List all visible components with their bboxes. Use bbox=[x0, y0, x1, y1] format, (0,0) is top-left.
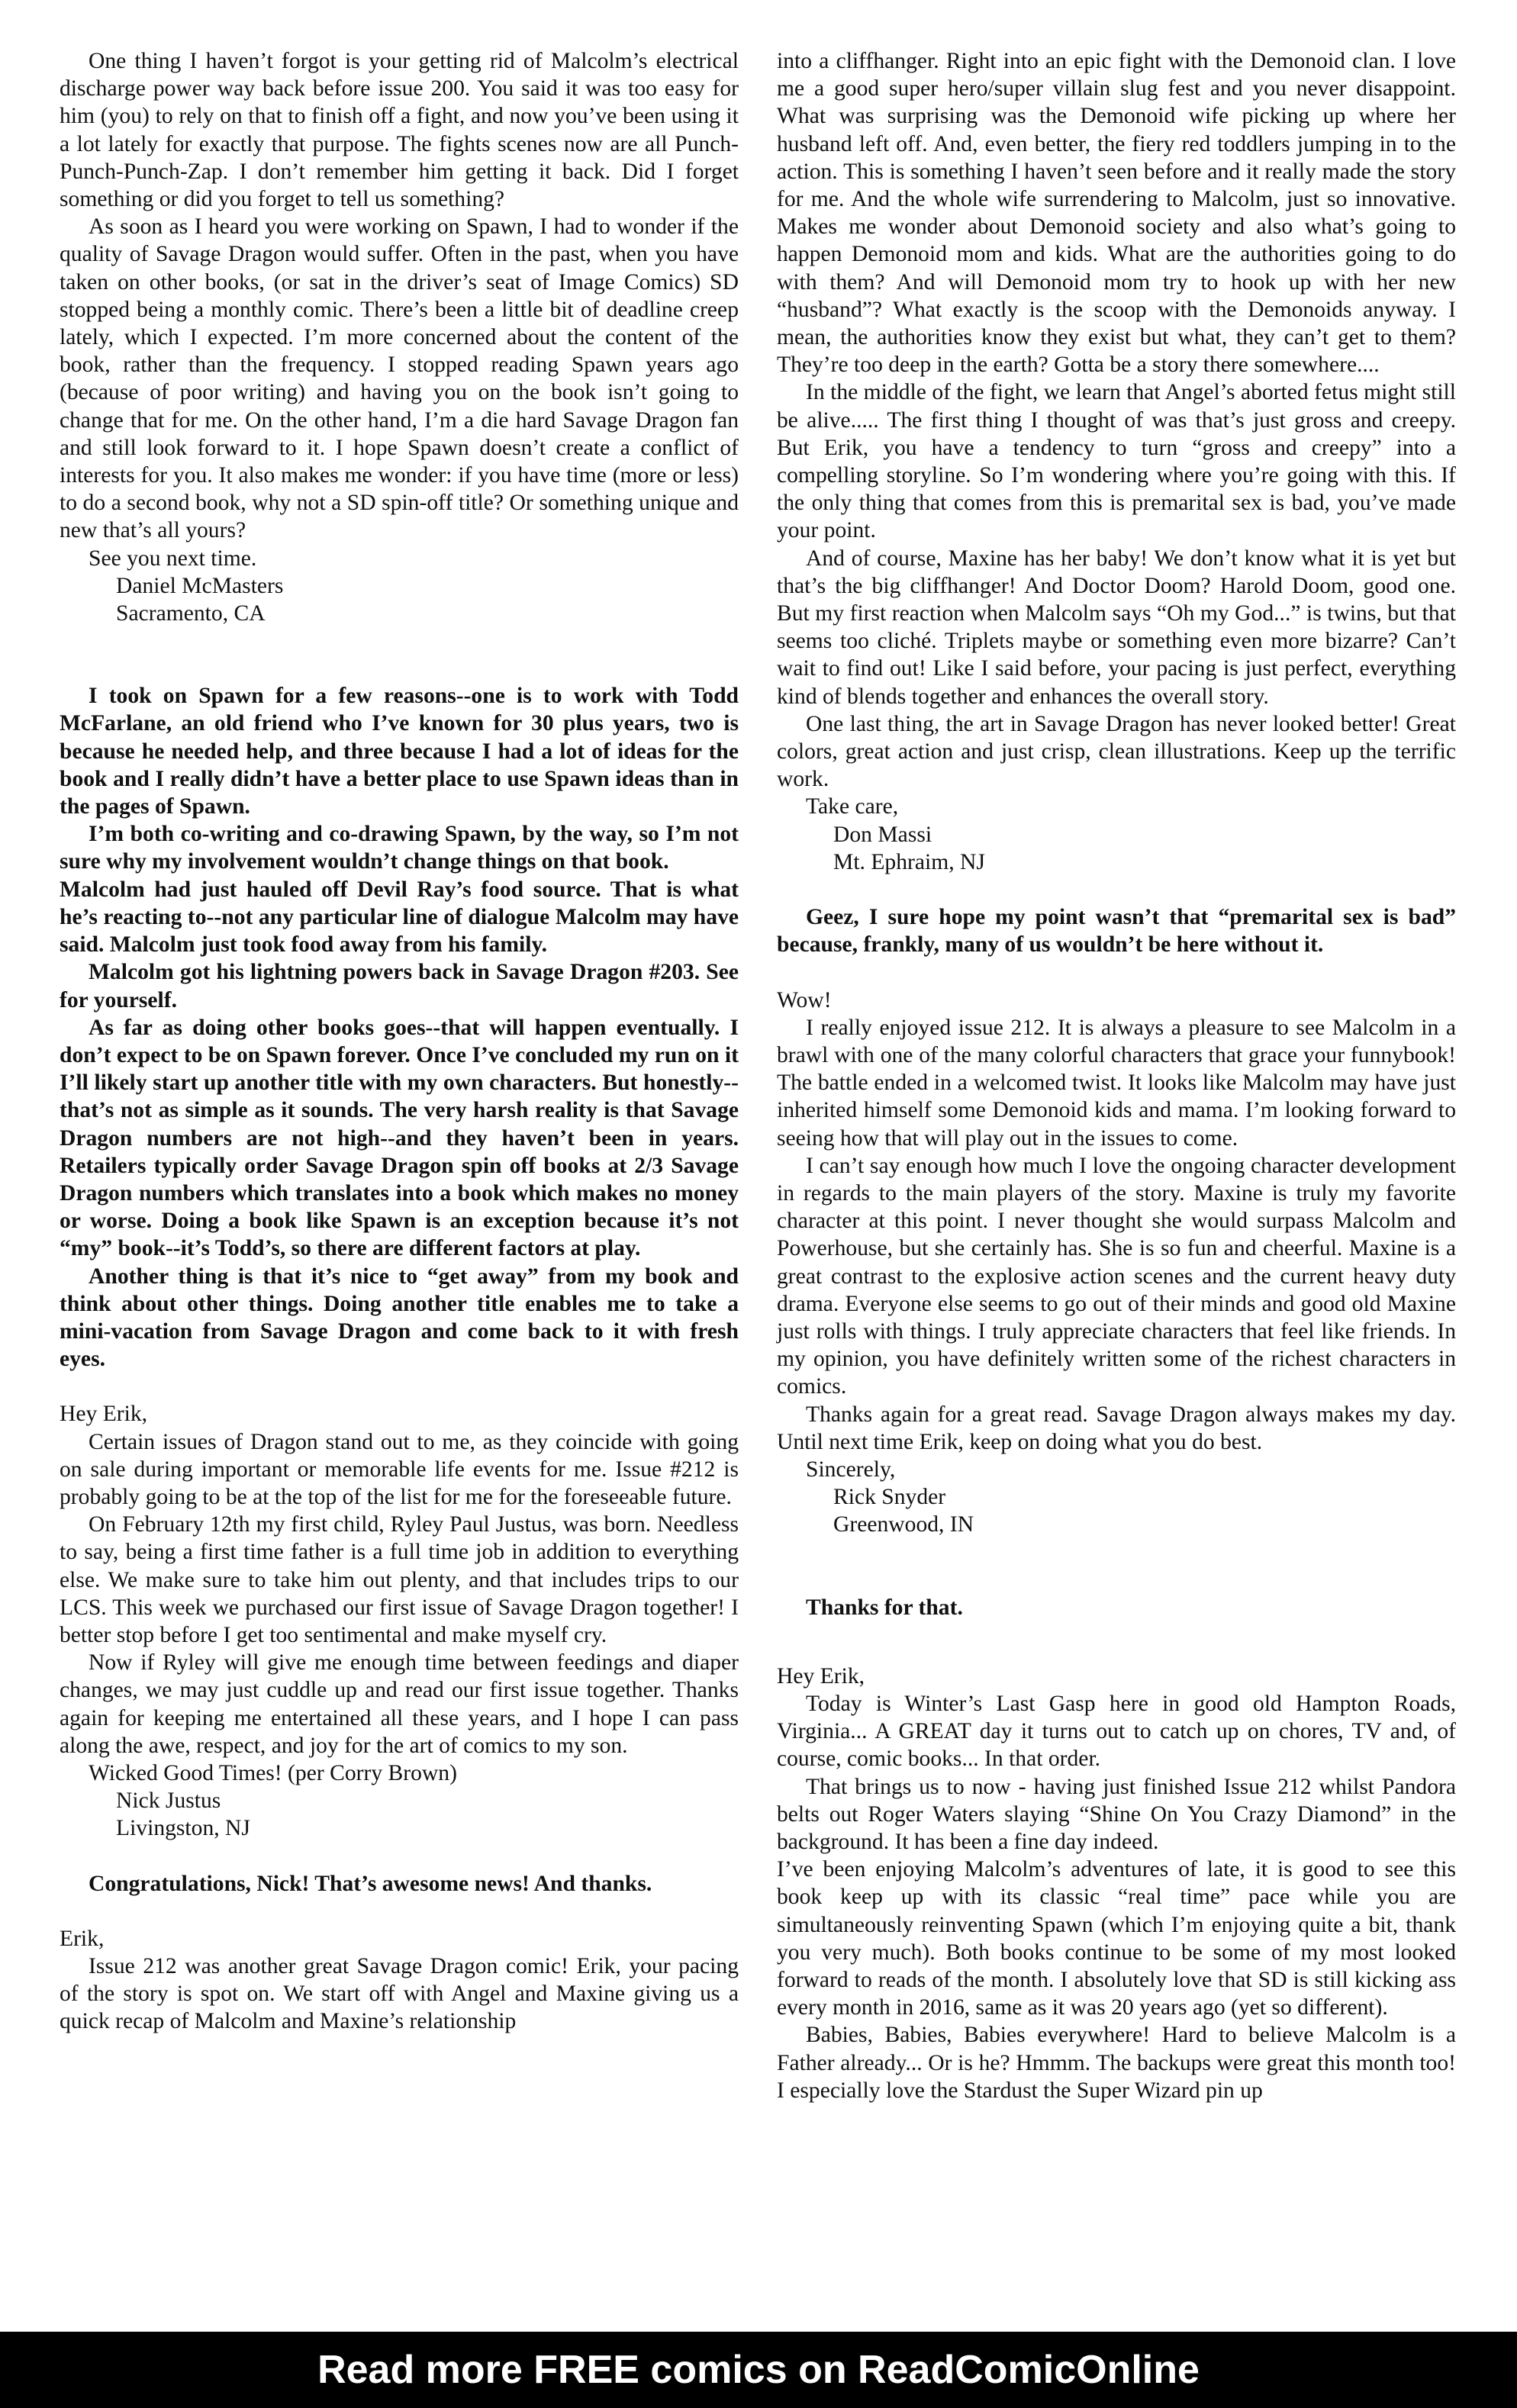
letter-paragraph: Babies, Babies, Babies everywhere! Hard to believe Malcolm is a Father already... Or is he? Hmmm. The backups were great this month too! I especially love the Stardust the Super Wizard pin up bbox=[777, 2023, 1456, 2103]
letter-paragraph: Issue 212 was another great Savage Dragon comic! Erik, your pacing of the story is spot on. We start off with Angel and Maxine giving us a quick recap of Malcolm and Maxine’s relationship bbox=[60, 1954, 739, 2034]
letter-paragraph: I can’t say enough how much I love the ongoing character development in regards to the main players of the story. Maxine is truly my favorite character at this point. I never thought she would surpass Malcolm and Powerhouse, but she certainly has. She is so fun and cheerful. Maxine is a great contrast to the explosive action scenes and the current heavy duty drama. Everyone else seems to go out of their minds and good old Maxine just rolls with things. I truly appreciate characters that feel like friends. In my opinion, you have definitely written some of the richest characters in comics. bbox=[777, 1153, 1456, 1399]
letter-author-location: Greenwood, IN bbox=[833, 1512, 974, 1537]
letter-paragraph: One last thing, the art in Savage Dragon has never looked better! Great colors, great action and just crisp, clean illustrations. Keep up the terrific work. bbox=[777, 711, 1456, 792]
letter-paragraph: In the middle of the fight, we learn that Angel’s aborted fetus might still be alive..... The first thing I thought of was that’s just gross and creepy. But Erik, you have a tendency to turn “gross and creepy” into a compelling storyline. So I’m wondering where you’re going with this. If the only thing that comes from this is premarital sex is bad, you’ve made your point. bbox=[777, 380, 1456, 543]
spacer bbox=[777, 959, 1456, 987]
left-column bbox=[60, 47, 739, 2036]
letter-paragraph: And of course, Maxine has her baby! We don’t know what it is yet but that’s the big cliffhanger! And Doctor Doom? Harold Doom, good one. But my first reaction when Malcolm says “Oh my God...” is twins, but that seems too cliché. Triplets maybe or something even more bizarre? Can’t wait to find out! Like I said before, your pacing is just perfect, everything kind of blends together and enhances the overall story. bbox=[777, 546, 1456, 709]
editor-reply-paragraph: I took on Spawn for a few reasons--one is to work with Todd McFarlane, an old friend who I’ve known for 30 plus years, two is because he needed help, and three because I had a lot of ideas for the book and I really didn’t have a better place to use Spawn ideas than in the pages of Spawn. bbox=[60, 684, 739, 819]
letter-paragraph: That brings us to now - having just finished Issue 212 whilst Pandora belts out Roger Waters slaying “Shine On You Crazy Diamond” in the background. It has been a fine day indeed. bbox=[777, 1774, 1456, 1854]
spacer bbox=[60, 1373, 739, 1400]
editor-reply-paragraph: I’m both co-writing and co-drawing Spawn, by the way, so I’m not sure why my involvement wouldn’t change things on that book. bbox=[60, 822, 739, 874]
letter-signoff: Wicked Good Times! (per Corry Brown) bbox=[89, 1760, 457, 1785]
letter-paragraph: I’ve been enjoying Malcolm’s adventures of late, it is good to see this book keep up with its classic “real time” pace while you are simultaneously reinventing Spawn (which I’m enjoying quite a bit, thank you very much). Both books continue to be some of my most looked forward to reads of the month. I absolutely love that SD is still kicking ass every month in 2016, same as it was 20 years ago (yet so different). bbox=[777, 1857, 1456, 2020]
editor-reply: Congratulations, Nick! That’s awesome news! And thanks. bbox=[89, 1871, 652, 1896]
letter-paragraph: I really enjoyed issue 212. It is always a pleasure to see Malcolm in a brawl with one of the many colorful characters that grace your funnybook! The battle ended in a welcomed twist. It looks like Malcolm may have just inherited himself some Demonoid kids and mama. I’m looking forward to seeing how that will play out in the issues to come. bbox=[777, 1015, 1456, 1151]
letter-greeting: Wow! bbox=[777, 987, 832, 1012]
editor-reply-paragraph: Malcolm got his lightning powers back in Savage Dragon #203. See for yourself. bbox=[60, 960, 739, 1012]
letter-paragraph: Certain issues of Dragon stand out to me, as they coincide with going on sale during important or memorable life events for me. Issue #212 is probably going to be at the top of the list for me for the foreseeable future. bbox=[60, 1429, 739, 1509]
editor-reply: Thanks for that. bbox=[806, 1595, 963, 1620]
editor-reply: Geez, I sure hope my point wasn’t that “premarital sex is bad” because, frankly, many of us wouldn’t be here without it. bbox=[777, 905, 1456, 958]
letter-paragraph: As soon as I heard you were working on Spawn, I had to wonder if the quality of Savage Dragon would suffer. Often in the past, when you have taken on other books, (or sat in the driver’s seat of Image Comics) SD stopped being a monthly comic. There’s been a little bit of deadline creep lately, which I expected. I’m more concerned about the content of the book, rather than the frequency. I stopped reading Spawn years ago (because of poor writing) and having you on the book isn’t going to change that for me. On the other hand, I’m a die hard Savage Dragon fan and still look forward to it. I hope Spawn doesn’t create a conflict of interests for you. It also makes me wonder: if you have time (more or less) to do a second book, why not a SD spin-off title? Or something unique and new that’s all yours? bbox=[60, 214, 739, 543]
letter-greeting: Erik, bbox=[60, 1926, 105, 1951]
letter-author-location: Livingston, NJ bbox=[116, 1816, 250, 1841]
letter-signoff: See you next time. bbox=[89, 546, 257, 571]
footer-text[interactable]: Read more FREE comics on ReadComicOnline bbox=[317, 2348, 1200, 2392]
letter-paragraph: Thanks again for a great read. Savage Dragon always makes my day. Until next time Erik, keep on doing what you do best. bbox=[777, 1402, 1456, 1454]
spacer bbox=[60, 1843, 739, 1870]
spacer bbox=[60, 627, 739, 682]
letter-paragraph: Now if Ryley will give me enough time between feedings and diaper changes, we may just cuddle up and read our first issue together. Thanks again for keeping me entertained all these years, and I hope I can pass along the awe, respect, and joy for the art of comics to my son. bbox=[60, 1650, 739, 1758]
letter-author-name: Daniel McMasters bbox=[116, 573, 284, 598]
letter-signoff: Take care, bbox=[806, 794, 899, 819]
spacer bbox=[777, 1621, 1456, 1663]
letter-author-location: Mt. Ephraim, NJ bbox=[833, 849, 985, 874]
editor-reply-paragraph: Malcolm had just hauled off Devil Ray’s food source. That is what he’s reacting to--not any particular line of dialogue Malcolm may have said. Malcolm just took food away from his family. bbox=[60, 877, 739, 958]
spacer bbox=[60, 1898, 739, 1925]
editor-reply-paragraph: Another thing is that it’s nice to “get away” from my book and think about other things. Doing another title enables me to take a mini-vacation from Savage Dragon and come back to it with fresh eyes. bbox=[60, 1264, 739, 1372]
promo-footer-banner[interactable] bbox=[0, 2332, 1517, 2408]
right-column bbox=[777, 47, 1456, 2104]
letter-greeting: Hey Erik, bbox=[60, 1402, 148, 1427]
letter-author-name: Rick Snyder bbox=[833, 1485, 946, 1510]
letter-author-location: Sacramento, CA bbox=[116, 601, 266, 626]
letter-paragraph: One thing I haven’t forgot is your getting rid of Malcolm’s electrical discharge power way back before issue 200. You said it was too easy for him (you) to rely on that to finish off a fight, and now you’ve been using it a lot lately for exactly that purpose. The fights scenes now are all Punch-Punch-Punch-Zap. I don’t remember him getting it back. Did I forget something or did you forget to tell us something? bbox=[60, 49, 739, 212]
letter-paragraph: into a cliffhanger. Right into an epic fight with the Demonoid clan. I love me a good super hero/super villain slug fest and you never disappoint. What was surprising was the Demonoid wife picking up where her husband left off. And, even better, the fiery red toddlers jumping in to the action. This is something I haven’t seen before and it really made the story for me. And the whole wife surrendering to Malcolm, just so innovative. Makes me wonder about Demonoid society and also what’s going to happen Demonoid mom and kids. What are the authorities going to do with them? And will Demonoid mom try to hook up with her new “husband”? What exactly is the scoop with the Demonoids anyway. I mean, the authorities know they exist but what, they can’t get to them? They’re too deep in the earth? Gotta be a story there somewhere.... bbox=[777, 49, 1456, 378]
letter-paragraph: On February 12th my first child, Ryley Paul Justus, was born. Needless to say, being a first time father is a full time job in addition to everything else. We make sure to take him out plenty, and that includes trips to our LCS. This week we purchased our first issue of Savage Dragon together! I better stop before I get too sentimental and make myself cry. bbox=[60, 1512, 739, 1647]
spacer bbox=[777, 876, 1456, 903]
letter-greeting: Hey Erik, bbox=[777, 1663, 865, 1688]
letter-author-name: Nick Justus bbox=[116, 1788, 221, 1814]
editor-reply-paragraph: As far as doing other books goes--that will happen eventually. I don’t expect to be on Spawn forever. Once I’ve concluded my run on it I’ll likely start up another title with my own characters. But honestly--that’s not as simple as it sounds. The very harsh reality is that Savage Dragon numbers are not high--and they haven’t been in years. Retailers typically order Savage Dragon spin off books at 2/3 Savage Dragon numbers which translates into a book which makes no money or worse. Doing a book like Spawn is an exception because it’s not “my” book--it’s Todd’s, so there are different factors at play. bbox=[60, 1015, 739, 1261]
spacer bbox=[777, 1539, 1456, 1594]
letter-signoff: Sincerely, bbox=[806, 1457, 896, 1482]
letter-author-name: Don Massi bbox=[833, 822, 932, 847]
letter-paragraph: Today is Winter’s Last Gasp here in good old Hampton Roads, Virginia... A GREAT day it turns out to catch up on chores, TV and, of course, comic books... In that order. bbox=[777, 1691, 1456, 1772]
